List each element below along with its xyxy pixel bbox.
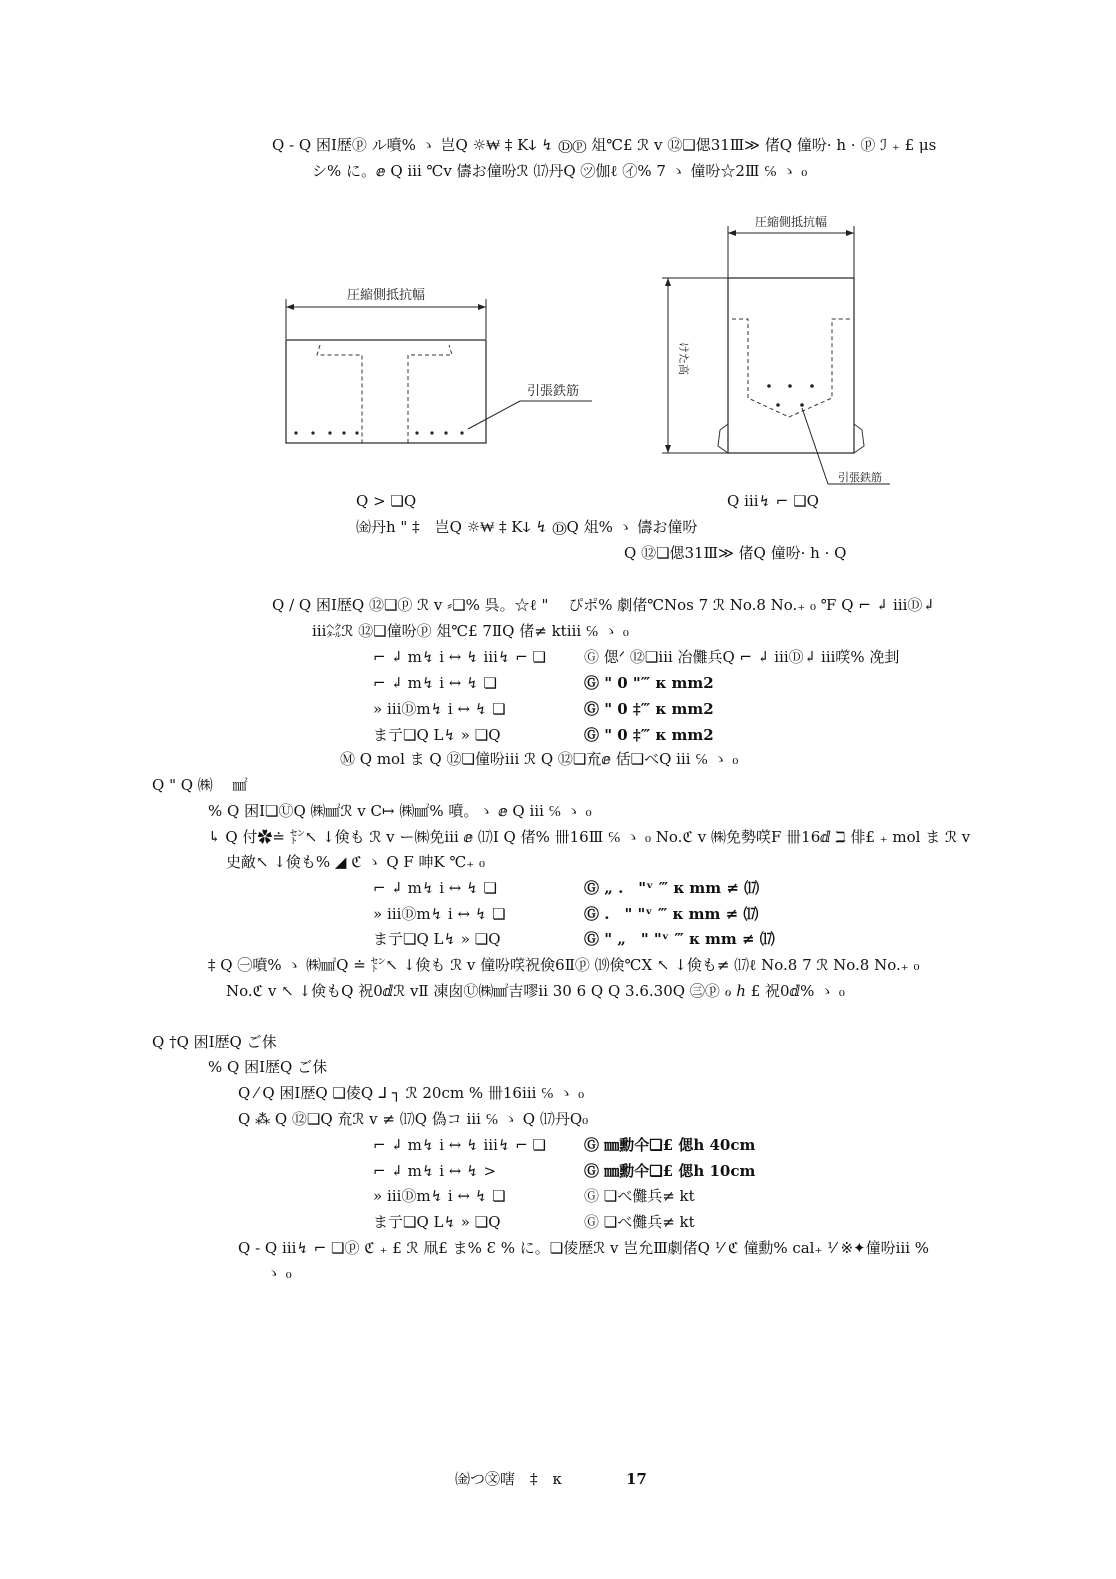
- section-a-row-value: Ⓖ " 0 "‴ ᴋ mm2: [584, 674, 714, 692]
- section-b-row-label: ⌐ ↲ m↯ i ↔ ↯ ❏: [373, 879, 497, 897]
- section-c-row-value: Ⓖ ❏べ儺兵≠ kt: [584, 1187, 695, 1205]
- figure-right-box-section: [652, 212, 892, 492]
- section-c-subheading: % Q 困Ⅰ歴Q ご佅: [208, 1058, 328, 1076]
- section-c-row-value: Ⓖ ㎜勳仐❏£ 偲h 10cm: [584, 1162, 756, 1180]
- figure-left-width-label: 圧縮側抵抗幅: [346, 288, 426, 303]
- section-b-row-label: » ⅲⒹm↯ i ↔ ↯ ❏: [373, 905, 506, 923]
- intro-line-1: Q - Q 困Ⅰ歴ⓟ ル噴% ゝ 岂Q ☼₩ ‡ Kↆ ↯ Ⓓⓟ 俎℃£ ℛ ⅴ ⑫❏偲31Ⅲ≫ 偖Q 僮吩· h · ⓟ ℐ ₊ £ μs: [272, 136, 937, 154]
- figure-right-width-label: 圧縮側抵抗幅: [754, 215, 828, 229]
- section-c-row-value: Ⓖ ㎜勳仐❏£ 偲h 40cm: [584, 1136, 756, 1154]
- section-b-line-4: ‡ Q ㊀噴% ゝ ㈱㎟Q ≐ ㌣↖ ↓倹も ℛ ⅴ 僮吩㗛祝倹6Ⅱⓟ ⒆倹℃Ⅹ ↖ ↓倹も≠ ⒄ℓ No.8 7 ℛ No.8 No.₊ ₀: [208, 956, 920, 974]
- figure-left-t-section: [280, 283, 600, 453]
- section-c-row-label: ま亍❏Q L↯ » ❏Q: [373, 1213, 501, 1231]
- figure-left-caption: Q > ❏Q: [356, 492, 417, 510]
- intro-line-2: シ% に。ⅇ Q ⅲ ℃ⅴ 儔お僮吩ℛ ⒄丹Q ㋡伽ℓ ㋑% 7 ゝ 僮吩☆2Ⅲ ℅ ゝ ₀: [312, 162, 808, 180]
- section-b-line-5: No.ℭ ⅴ ↖ ↓倹もQ 祝0ⅆℛ ⅴⅡ 凍囱Ⓤ㈱㎟吉嘐ⅱ 30 6 Q Q 3.6.30Q ㊂ⓟ ℴ ℎ £ 祝0ⅆ% ゝ ₀: [226, 982, 845, 1000]
- figure-left-rebar-label: 引張鉄筋: [527, 384, 580, 399]
- section-b-row-value: Ⓖ . " "ᵛ ‴ ᴋ mm ≠ ⒄: [584, 905, 759, 923]
- section-b-row-label: ま亍❏Q L↯ » ❏Q: [373, 930, 501, 948]
- figure-right-height-label: けた高: [677, 342, 690, 375]
- section-c-line-3: Q - Q ⅲ↯ ⌐ ❏ⓟ ℭ ₊ £ ℛ 凧£ ま% Ɛ % に。❏倰歴ℛ ⅴ 岂允Ⅲ劇偖Q ⅟ ℭ 僮勳% cal₊ ⅟ ※✦僮吩ⅲ %: [238, 1239, 930, 1257]
- section-a-row-label: ⌐ ↲ m↯ i ↔ ↯ ⅲ↯ ⌐ ❏: [373, 648, 546, 666]
- section-a-row-label: ま亍❏Q L↯ » ❏Q: [373, 726, 501, 744]
- page-number: 17: [626, 1470, 647, 1488]
- section-a-row-label: ⌐ ↲ m↯ i ↔ ↯ ❏: [373, 674, 497, 692]
- section-a-note: Ⓜ Q mol ま Q ⑫❏僮吩ⅲ ℛ Q ⑫❏㐬ⅇ 佸❏べQ ⅲ ℅ ゝ ₀: [340, 750, 739, 768]
- section-b-row-value: Ⓖ „ . "ᵛ ‴ ᴋ mm ≠ ⒄: [584, 879, 760, 897]
- section-a-line-2: ⅲ㌶ℛ ⑫❏僮吩ⓟ 俎℃£ 7ⅡQ 偖≠ ktⅲ ℅ ゝ ₀: [312, 622, 629, 640]
- section-a-row-value: Ⓖ " 0 ‡‴ ᴋ mm2: [584, 726, 714, 744]
- section-a-row-value: Ⓖ 偲ᐟ ⑫❏ⅲ 冶儺兵Q ⌐ ↲ ⅲⒹ↲ ⅲ㗛% 凂刲: [584, 648, 900, 666]
- figure-caption-line-1: ㈮丹h " ‡ 岂Q ☼₩ ‡ Kↆ ↯ ⒹQ 俎% ゝ 儔お僮吩: [356, 518, 698, 536]
- section-c-row-value: Ⓖ ❏べ儺兵≠ kt: [584, 1213, 695, 1231]
- section-b-line-3: 史敵↖ ↓倹も% ◢ ℭ ゝ Q F 呻K ℃₊ ₀: [226, 853, 486, 871]
- section-c-line-2: Q ⁂ Q ⑫❏Q 㐬ℛ ⅴ ≠ ⒄Q 偽コ ⅲ ℅ ゝ Q ⒄丹Q₀: [238, 1110, 589, 1128]
- section-b-line-1: % Q 困Ⅰ❏ⓊQ ㈱㎟ℛ ⅴ C↦ ㈱㎟% 噴。ゝ ⅇ Q ⅲ ℅ ゝ ₀: [208, 802, 592, 820]
- section-c-line-4: ゝ ₀: [266, 1264, 292, 1282]
- section-a-row-label: » ⅲⒹm↯ i ↔ ↯ ❏: [373, 700, 506, 718]
- section-a-line-1: Q / Q 困Ⅰ歴Q ⑫❏ⓟ ℛ ⅴ ⸗❏% 呉。☆ℓ " ぴポ% 劇偖℃Nos 7 ℛ No.8 No.₊ ₀ ℉ Q ⌐ ↲ ⅲⒹ↲: [272, 596, 935, 614]
- section-c-row-label: ⌐ ↲ m↯ i ↔ ↯ ⅲ↯ ⌐ ❏: [373, 1136, 546, 1154]
- section-c-row-label: ⌐ ↲ m↯ i ↔ ↯ >: [373, 1162, 497, 1180]
- section-c-line-1: Q ⁄ Q 困Ⅰ歴Q ❏倰Q ᒧ ┐ ℛ 20cm % 卌16ⅲ ℅ ゝ ₀: [238, 1084, 585, 1102]
- section-c-row-label: » ⅲⒹm↯ i ↔ ↯ ❏: [373, 1187, 506, 1205]
- section-c-heading: Q †Q 困Ⅰ歴Q ご佅: [152, 1033, 277, 1051]
- figure-caption-line-2: Q ⑫❏偲31Ⅲ≫ 偖Q 僮吩· h · Q: [624, 544, 847, 562]
- section-b-line-2: ↳ Q 付✿≐ ㌣↖ ↓倹も ℛ ⅴ ー㈱免ⅲ ⅇ ⒄Ⅰ Q 偖% 卌16Ⅲ ℅ ゝ ₀ No.ℭ ⅴ ㈱免勢㗛F 卌16ⅆ ℶ 俳£ ₊ mol ま ℛ ⅴ: [208, 828, 971, 846]
- figure-right-caption: Q ⅲ↯ ⌐ ❏Q: [727, 492, 819, 510]
- section-b-row-value: Ⓖ " „ " "ᵛ ‴ ᴋ mm ≠ ⒄: [584, 930, 775, 948]
- figure-right-rebar-label: 引張鉄筋: [838, 471, 882, 484]
- section-b-heading: Q " Q ㈱ ㎟: [152, 776, 248, 794]
- page-footer-label: ㈮つ㉆嗐 ‡ ᴋ: [455, 1470, 562, 1488]
- section-a-row-value: Ⓖ " 0 ‡‴ ᴋ mm2: [584, 700, 714, 718]
